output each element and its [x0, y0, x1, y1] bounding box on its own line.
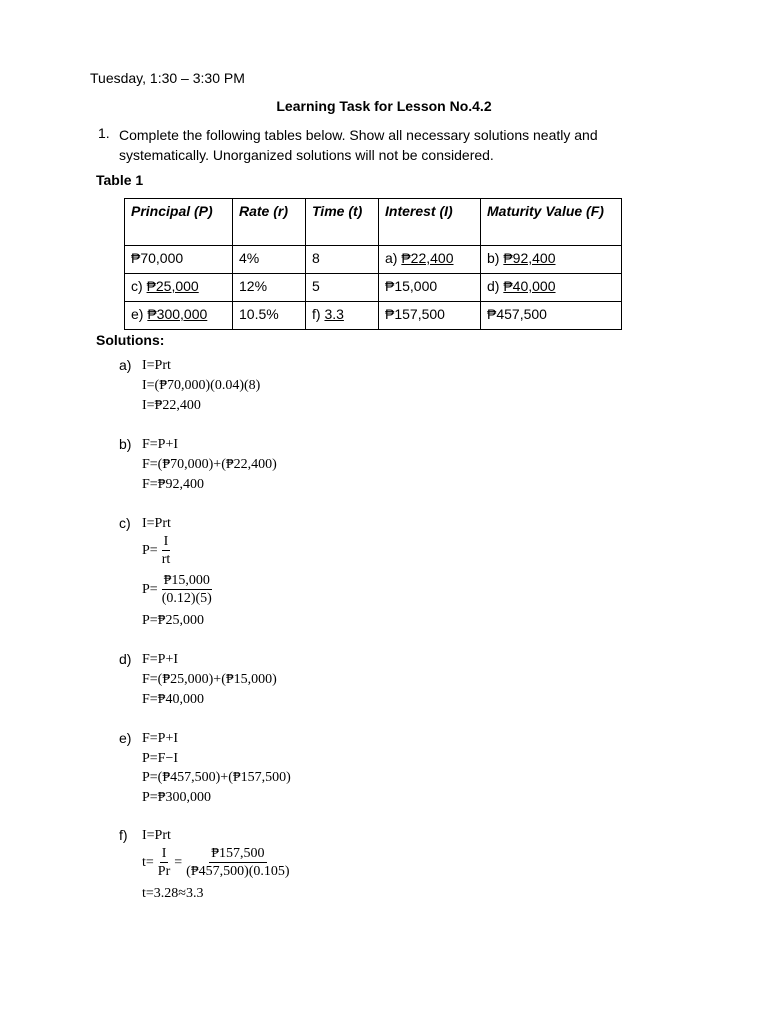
header-principal: Principal (P) — [125, 199, 233, 246]
table-header-row — [125, 199, 622, 246]
table-cell: e) ₱300,000 — [125, 302, 233, 330]
solution-c-line-2: P= $\frac{I}{rt}$ — [142, 534, 171, 567]
solution-c-line-4: P=₱25,000 — [142, 613, 204, 628]
table-title: Table 1 — [96, 172, 144, 188]
solution-b-line-1: F=P+I — [142, 437, 179, 452]
task-number: 1. — [98, 125, 110, 141]
table-cell: 10.5% — [233, 302, 306, 330]
solution-c-line-1: I=Prt — [142, 516, 171, 531]
table-cell: ₱157,500 — [379, 302, 481, 330]
table-cell: d) ₱40,000 — [481, 274, 622, 302]
header-time: Time (t) — [306, 199, 379, 246]
solution-b-label: b) — [119, 436, 132, 452]
solution-d-line-3: F=₱40,000 — [142, 692, 204, 707]
task-instructions: Complete the following tables below. Show all necessary solutions neatly and systematically. Unorganized solutions will not be considered. — [119, 127, 598, 163]
solution-d-label: d) — [119, 651, 132, 667]
header-interest: Interest (I) — [379, 199, 481, 246]
solution-f-line-1: I=Prt — [142, 828, 171, 843]
solution-e-line-2: P=F−I — [142, 751, 179, 766]
solution-a-line-2: I=(₱70,000)(0.04)(8) — [142, 378, 261, 393]
header-rate: Rate (r) — [233, 199, 306, 246]
solution-d-line-2: F=(₱25,000)+(₱15,000) — [142, 672, 277, 687]
solution-f-line-2: t= $\frac{I}{Pr}$ = $\frac{₱157,500}{(₱457,500)(0.105)}$ — [142, 846, 290, 879]
table-cell: ₱15,000 — [379, 274, 481, 302]
solution-e-label: e) — [119, 730, 132, 746]
solution-d-line-1: F=P+I — [142, 652, 179, 667]
solution-a-label: a) — [119, 357, 132, 373]
table-cell: c) ₱25,000 — [125, 274, 233, 302]
interest-table — [124, 198, 622, 330]
page-title: Learning Task for Lesson No.4.2 — [276, 98, 492, 114]
fraction: $\frac{₱15,000}{(0.12)(5)}$ — [161, 573, 212, 606]
table-row — [125, 274, 622, 302]
solution-b-line-2: F=(₱70,000)+(₱22,400) — [142, 457, 277, 472]
solution-a-line-3: I=₱22,400 — [142, 398, 201, 413]
solutions-title: Solutions: — [96, 332, 165, 348]
table-cell: a) ₱22,400 — [379, 246, 481, 274]
table-cell: ₱70,000 — [125, 246, 233, 274]
solution-e-line-3: P=(₱457,500)+(₱157,500) — [142, 770, 291, 785]
solution-e-line-4: P=₱300,000 — [142, 790, 211, 805]
solution-c-label: c) — [119, 515, 131, 531]
table-cell: ₱457,500 — [481, 302, 622, 330]
solution-c-line-3: P= $\frac{₱15,000}{(0.12)(5)}$ — [142, 573, 212, 606]
table-cell: 8 — [306, 246, 379, 274]
table-cell: f) 3.3 — [306, 302, 379, 330]
header-date: Tuesday, 1:30 – 3:30 PM — [90, 70, 245, 86]
table-cell: 5 — [306, 274, 379, 302]
table-row — [125, 246, 622, 274]
table-row — [125, 302, 622, 330]
fraction: $\frac{I}{rt}$ — [161, 534, 171, 567]
table-cell: 12% — [233, 274, 306, 302]
solution-e-line-1: F=P+I — [142, 731, 179, 746]
solution-a-line-1: I=Prt — [142, 358, 171, 373]
fraction: $\frac{₱157,500}{(₱457,500)(0.105)}$ — [186, 846, 290, 879]
table-cell: b) ₱92,400 — [481, 246, 622, 274]
fraction: $\frac{I}{Pr}$ — [157, 846, 171, 879]
table-cell: 4% — [233, 246, 306, 274]
solution-b-line-3: F=₱92,400 — [142, 477, 204, 492]
header-maturity-value: Maturity Value (F) — [481, 199, 622, 246]
solution-f-label: f) — [119, 827, 128, 843]
solution-f-line-3: t=3.28≈3.3 — [142, 886, 204, 901]
